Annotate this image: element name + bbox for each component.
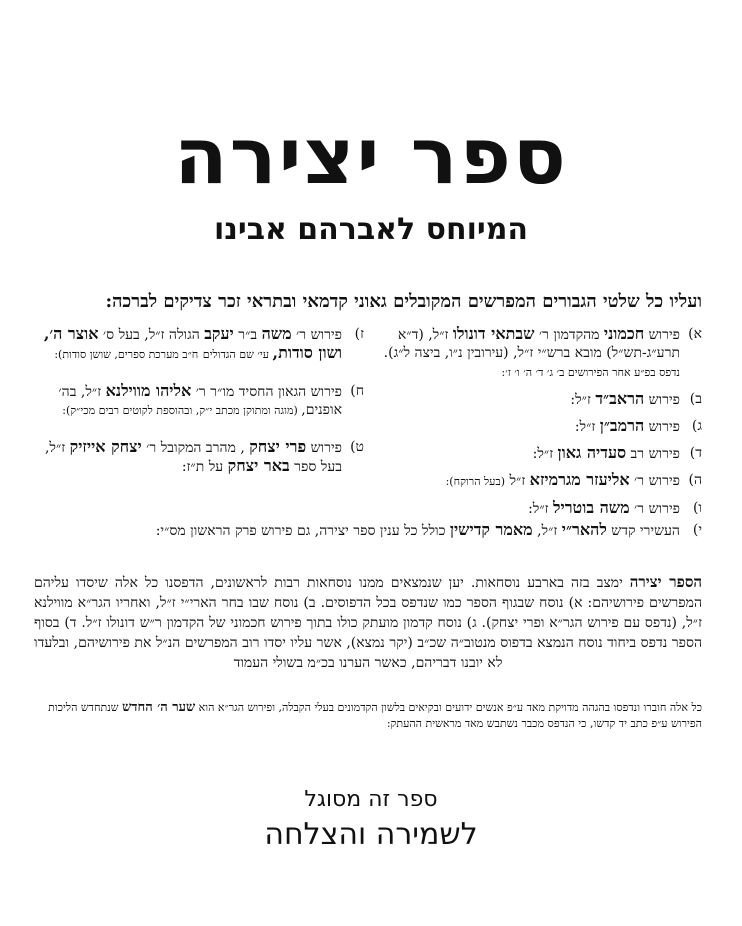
commentary-dalet: ד) פירוש רב סעדיה גאון ז״ל: <box>532 443 702 462</box>
commentaries-left-column <box>34 325 364 484</box>
entry-label: א) <box>688 326 702 342</box>
footer-line-1: ספר זה מסוגל <box>304 787 438 812</box>
commentary-vav: ו) פירוש ר׳ משה בוטריל ז״ל: <box>528 498 702 517</box>
commentary-he: ה) פירוש ר׳ אליעזר מגרמיזא ז״ל (בעל הרוקח): <box>445 470 702 489</box>
commentary-alef: א) פירוש חכמוני מהקדמון ר׳ שבתאי דונולו ז״ל, (ד״א תרע״ג-תש״ל) מובא ברש״י ז״ל, (עירובין נ״ו, ביצה ל״ג). נדפס בפ״ע אחר הפירושים ב׳ ג׳ ד׳ ה׳ ו׳ ז׳: <box>372 325 702 382</box>
commentary-yud: י) העשירי קדש להאר״י ז״ל, מאמר קדישין כולל כל ענין ספר יצירה, גם פירוש פרק הראשון מס״י: <box>155 520 702 539</box>
intro-line: ועליו כל שלטי הגבורים המפרשים המקובלים גאוני קדמאי ובתראי זכר צדיקים לברכה: <box>105 291 702 312</box>
commentary-tet: ט) פירוש פרי יצחק , מהרב המקובל ר׳ יצחק אייזיק ז״ל, בעל ספר באר יצחק על ת״ז: <box>44 437 364 475</box>
commentary-gimel: ג) פירוש הרמב״ן ז״ל: <box>574 416 702 435</box>
commentary-chet: ח) פירוש הגאון החסיד מו״ר ר׳ אליהו מווילנא ז״ל, בה׳ אופנים, (מוגה ומתוקן מכתב י״ק, ובהוספת לקוטים רבים מכי״ק): <box>58 381 364 418</box>
commentary-zayin: ז) פירוש ר׳ משה ב״ר יעקב הגולה ז״ל, בעל ס׳ אוצר ה׳, ושון סודות, עי׳ שם הגדולים ח״ב מערכת ספרים, שושן סודות): <box>43 324 364 362</box>
footer-line-2: לשמירה והצלחה <box>264 817 478 852</box>
book-subtitle: המיוחס לאברהם אבינו <box>213 212 529 247</box>
commentaries-right-column <box>372 325 702 526</box>
commentary-bet: ב) פירוש הראב״ד ז״ל: <box>570 389 702 408</box>
editions-note: הספר יצירה ימצב בזה בארבע נוסחאות. יען שנמצאים ממנו נוסחאות רבות לראשונים, הדפסנו כל אלה שיסדו עליהם המפרשים פירושיהם: א) נוסח שבגוף הספר כמו שנדפס בכל הדפוסים. ב) נוסח שבו בחר הארי״י ז״ל, ואחריו הגר״א מווילנא ז״ל, (נדפס עם פירוש הגר״א ופרי יצחק). ג) נוסח קדמון מועתק כולו בתוך פירוש חכמוני של הקדמון ר״ש דונולו ז״ל. ד) בסוף הספר נדפס ביחוד נוסח הנמצא בדפוס מנטוב״ה שכ״ב (יקר נמצא), אשר עליו יסדו רוב המפרשים הנ״ל את פירושיהם, ובלעדו לא יובנו דבריהם, כאשר הערנו בכ״מ בשולי העמוד <box>34 573 702 671</box>
fine-print-note: כל אלה חוברו ונדפסו בהגהה מדויקת מאד ע״פ אנשים ידועים ובקיאים בלשון הקדמונים בעלי הקבלה, ופירוש הגר״א הוא שער ה׳ החדש שנתחדש הליכות הפירוש ע״פ כתב יד קדשו, כי הנדפס מכבר נשתבש מאד מראשית ההעתק: <box>48 700 702 730</box>
book-title: ספר יצירה <box>174 112 568 202</box>
